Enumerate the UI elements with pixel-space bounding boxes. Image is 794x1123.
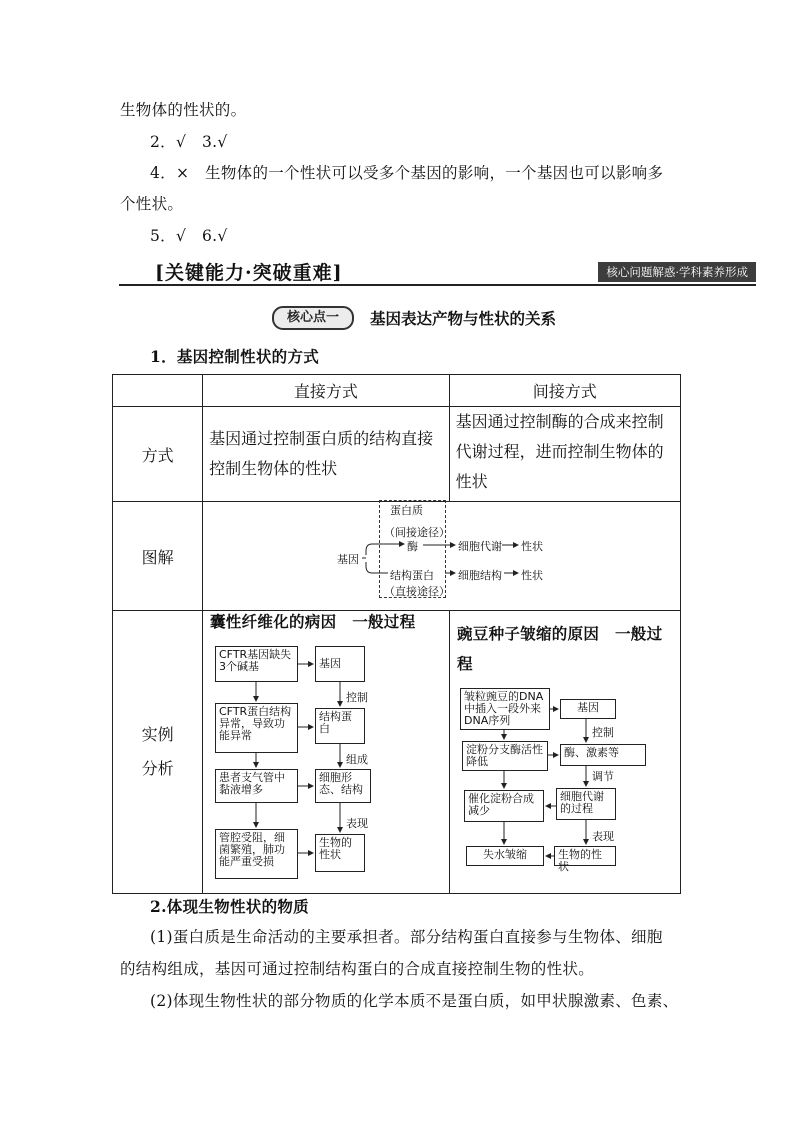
pea-box-left-4: 失水皱缩 [466, 846, 544, 866]
cf-box-left-4: 管腔受阻，细菌繁殖，肺功能严重受损 [215, 829, 298, 879]
cf-box-left-3: 患者支气管中黏液增多 [215, 769, 298, 803]
intro-line-1: 生物体的性状的。 [120, 101, 247, 119]
diagram-cell-metabolism: 细胞代谢 [458, 540, 502, 553]
cf-box-left-1: CFTR基因缺失3个碱基 [215, 646, 298, 682]
row-label-example-2: 分析 [141, 759, 174, 778]
pea-box-right-1: 基因 [560, 699, 616, 719]
method-direct: 基因通过控制蛋白质的结构直接控制生物体的性状 [209, 429, 434, 478]
section-title: [关键能力·突破重难] [155, 262, 343, 284]
diagram-indirect-path: （间接途径） [384, 526, 450, 539]
diagram-trait-1: 性状 [521, 540, 543, 553]
pea-box-left-3: 催化淀粉合成减少 [464, 790, 544, 822]
para1-line2: 的结构组成，基因可通过控制结构蛋白的合成直接控制生物的性状。 [120, 960, 595, 978]
table-header-cell: 直接方式 [203, 375, 449, 407]
cf-box-right-3: 细胞形态、结构 [315, 769, 371, 803]
pea-label-control: 控制 [592, 726, 614, 739]
cf-box-right-4: 生物的性状 [315, 834, 365, 872]
diagram-trait-2: 性状 [521, 569, 543, 582]
diagram-gene: 基因 [337, 553, 359, 566]
row-label-method: 方式 [113, 407, 203, 502]
subheading-1: 1．基因控制性状的方式 [150, 347, 320, 366]
pea-box-left-1: 皱粒豌豆的DNA中插入一段外来DNA序列 [460, 688, 550, 730]
subheading-2: 2.体现生物性状的物质 [150, 897, 309, 916]
para1-line1: (1)蛋白质是生命活动的主要承担者。部分结构蛋白直接参与生物体、细胞 [150, 928, 663, 946]
row-label-diagram: 图解 [113, 502, 203, 611]
pea-box-right-2: 酶、激素等 [560, 744, 646, 766]
para2-line1: (2)体现生物性状的部分物质的化学本质不是蛋白质，如甲状腺激素、色素、 [150, 992, 679, 1010]
example-indirect-title-1: 豌豆种子皱缩的原因 一般过 [457, 624, 663, 643]
cf-label-control: 控制 [346, 691, 368, 704]
key-point-badge: 核心点一 [272, 306, 354, 330]
cf-box-right-2: 结构蛋白 [315, 708, 365, 744]
example-indirect-title-2: 程 [457, 654, 473, 673]
pea-label-regulate: 调节 [592, 770, 614, 783]
pea-box-left-2: 淀粉分支酶活性降低 [462, 741, 548, 771]
example-direct-title: 囊性纤维化的病因 一般过程 [210, 612, 416, 631]
cf-label-express: 表现 [346, 817, 368, 830]
row-label-example-1: 实例 [141, 725, 174, 744]
pea-box-right-3: 细胞代谢的过程 [556, 788, 616, 820]
table-header-cell: 间接方式 [449, 375, 680, 407]
intro-line-2: 2．√ 3.√ [150, 133, 228, 151]
intro-line-5: 5．√ 6.√ [150, 227, 228, 245]
key-point-title: 基因表达产物与性状的关系 [370, 309, 557, 328]
method-indirect: 基因通过控制酶的合成来控制代谢过程，进而控制生物体的性状 [455, 412, 664, 491]
diagram-cell-structure: 细胞结构 [458, 569, 502, 582]
cf-box-right-1: 基因 [315, 646, 365, 682]
cf-box-left-2: CFTR蛋白结构异常，导致功能异常 [215, 703, 298, 753]
section-tag: 核心问题解惑·学科素养形成 [598, 262, 756, 282]
intro-line-3: 4．× 生物体的一个性状可以受多个基因的影响，一个基因也可以影响多 [150, 164, 664, 182]
pea-box-right-4: 生物的性状 [554, 846, 616, 866]
diagram-protein: 蛋白质 [390, 504, 423, 517]
diagram-enzyme: 酶 [407, 540, 418, 553]
diagram-structural-protein: 结构蛋白 [390, 569, 434, 582]
intro-line-4: 个性状。 [120, 195, 184, 213]
cf-label-compose: 组成 [346, 753, 368, 766]
diagram-direct-path: （直接途径） [384, 585, 450, 598]
pea-label-express: 表现 [592, 830, 614, 843]
